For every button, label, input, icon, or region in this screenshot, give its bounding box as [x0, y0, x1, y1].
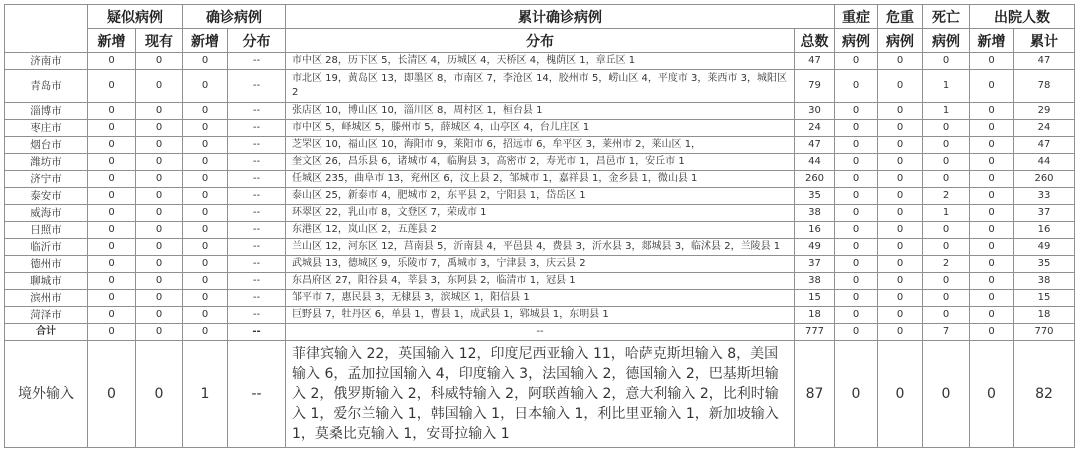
- suspected-current-cell: 0: [136, 53, 183, 70]
- city-cell: 德州市: [5, 256, 88, 273]
- discharged-new-cell: 0: [970, 103, 1014, 120]
- cumulative-total-cell: 79: [795, 70, 835, 103]
- cumulative-total-cell: 35: [795, 188, 835, 205]
- critical-cell: 0: [878, 205, 923, 222]
- cumulative-total-cell: 49: [795, 239, 835, 256]
- total-cumulative-total-cell: 777: [795, 324, 835, 341]
- confirmed-new-cell: 0: [183, 188, 228, 205]
- import-suspected-current-cell: 0: [136, 341, 183, 448]
- severe-cell: 0: [835, 222, 878, 239]
- cumulative-distribution-cell: 兰山区 12，河东区 12，莒南县 5，沂南县 4，平邑县 4，费县 3，沂水县 3，郯城县 3，临沭县 2，兰陵县 1: [286, 239, 795, 256]
- confirmed-new-cell: 0: [183, 239, 228, 256]
- death-cell: 0: [923, 53, 970, 70]
- city-cell: 济南市: [5, 53, 88, 70]
- city-cell: 菏泽市: [5, 307, 88, 324]
- cumulative-distribution-cell: 市中区 28，历下区 5，长清区 4，历城区 4，天桥区 4，槐荫区 1，章丘区 1: [286, 53, 795, 70]
- death-cell: 1: [923, 70, 970, 103]
- suspected-new-cell: 0: [88, 239, 136, 256]
- confirmed-distribution-cell: --: [228, 120, 286, 137]
- total-confirmed-new-cell: 0: [183, 324, 228, 341]
- header-cumulative: 累计确诊病例: [286, 5, 835, 29]
- suspected-new-cell: 0: [88, 154, 136, 171]
- table-row: [5, 120, 1075, 137]
- severe-cell: 0: [835, 205, 878, 222]
- cumulative-total-cell: 47: [795, 137, 835, 154]
- discharged-total-cell: 38: [1014, 273, 1075, 290]
- total-confirmed-distribution-cell: --: [228, 324, 286, 341]
- critical-cell: 0: [878, 239, 923, 256]
- import-death-cell: 0: [923, 341, 970, 448]
- death-cell: 0: [923, 290, 970, 307]
- severe-cell: 0: [835, 103, 878, 120]
- total-death-cell: 7: [923, 324, 970, 341]
- cumulative-distribution-cell: 东昌府区 27，阳谷县 4，莘县 3，东阿县 2，临清市 1，冠县 1: [286, 273, 795, 290]
- suspected-current-cell: 0: [136, 120, 183, 137]
- discharged-new-cell: 0: [970, 290, 1014, 307]
- import-cumulative-distribution-cell: 菲律宾输入 22，英国输入 12，印度尼西亚输入 11，哈萨克斯坦输入 8，美国输入 6，孟加拉国输入 4，印度输入 3，法国输入 2，德国输入 2，巴基斯坦输入 2，俄罗斯输入 2，科威特输入 2，阿联酋输入 2，意大利输入 2，比利时输入 1，爱尔兰输入 1，韩国输入 1，日本输入 1，利比里亚输入 1，新加坡输入 1，莫桑比克输入 1，安哥拉输入 1: [286, 341, 795, 448]
- confirmed-distribution-cell: --: [228, 137, 286, 154]
- city-cell: 烟台市: [5, 137, 88, 154]
- header-row-1: [5, 5, 1075, 29]
- severe-cell: 0: [835, 239, 878, 256]
- header-suspected: 疑似病例: [88, 5, 183, 29]
- header-severe-cases: 病例: [835, 29, 878, 53]
- severe-cell: 0: [835, 256, 878, 273]
- cumulative-total-cell: 38: [795, 205, 835, 222]
- import-severe-cell: 0: [835, 341, 878, 448]
- confirmed-new-cell: 0: [183, 154, 228, 171]
- confirmed-new-cell: 0: [183, 171, 228, 188]
- cumulative-distribution-cell: 环翠区 22，乳山市 8，文登区 7，荣成市 1: [286, 205, 795, 222]
- suspected-new-cell: 0: [88, 171, 136, 188]
- discharged-new-cell: 0: [970, 70, 1014, 103]
- confirmed-distribution-cell: --: [228, 154, 286, 171]
- header-confirmed-distribution: 分布: [228, 29, 286, 53]
- death-cell: 0: [923, 222, 970, 239]
- table-row: [5, 70, 1075, 103]
- death-cell: 0: [923, 120, 970, 137]
- confirmed-distribution-cell: --: [228, 307, 286, 324]
- table-row: [5, 256, 1075, 273]
- suspected-current-cell: 0: [136, 137, 183, 154]
- cumulative-distribution-cell: 市中区 5，峄城区 5，滕州市 5，薛城区 4，山亭区 4，台儿庄区 1: [286, 120, 795, 137]
- cumulative-distribution-cell: 邹平市 7，惠民县 3，无棣县 3，滨城区 1，阳信县 1: [286, 290, 795, 307]
- header-cumulative-total: 总数: [795, 29, 835, 53]
- confirmed-distribution-cell: --: [228, 290, 286, 307]
- suspected-current-cell: 0: [136, 239, 183, 256]
- critical-cell: 0: [878, 307, 923, 324]
- death-cell: 0: [923, 154, 970, 171]
- confirmed-new-cell: 0: [183, 120, 228, 137]
- cumulative-distribution-cell: 泰山区 25，新泰市 4，肥城市 2，东平县 2，宁阳县 1，岱岳区 1: [286, 188, 795, 205]
- severe-cell: 0: [835, 137, 878, 154]
- discharged-new-cell: 0: [970, 239, 1014, 256]
- death-cell: 0: [923, 307, 970, 324]
- suspected-current-cell: 0: [136, 188, 183, 205]
- total-cumulative-distribution-cell: --: [286, 324, 795, 341]
- discharged-total-cell: 16: [1014, 222, 1075, 239]
- critical-cell: 0: [878, 154, 923, 171]
- header-suspected-current: 现有: [136, 29, 183, 53]
- severe-cell: 0: [835, 273, 878, 290]
- cumulative-total-cell: 15: [795, 290, 835, 307]
- suspected-current-cell: 0: [136, 307, 183, 324]
- cumulative-distribution-cell: 市北区 19，黄岛区 13，即墨区 8，市南区 7，李沧区 14，胶州市 5，崂山区 4，平度市 3，莱西市 3，城阳区 2: [286, 70, 795, 103]
- header-cumulative-distribution: 分布: [286, 29, 795, 53]
- critical-cell: 0: [878, 103, 923, 120]
- table-row: [5, 239, 1075, 256]
- suspected-current-cell: 0: [136, 273, 183, 290]
- import-discharged-new-cell: 0: [970, 341, 1014, 448]
- total-severe-cell: 0: [835, 324, 878, 341]
- header-discharged-new: 新增: [970, 29, 1014, 53]
- suspected-current-cell: 0: [136, 290, 183, 307]
- confirmed-distribution-cell: --: [228, 222, 286, 239]
- discharged-new-cell: 0: [970, 53, 1014, 70]
- discharged-total-cell: 47: [1014, 53, 1075, 70]
- severe-cell: 0: [835, 120, 878, 137]
- table-row: [5, 307, 1075, 324]
- severe-cell: 0: [835, 70, 878, 103]
- confirmed-new-cell: 0: [183, 137, 228, 154]
- import-suspected-new-cell: 0: [88, 341, 136, 448]
- critical-cell: 0: [878, 273, 923, 290]
- city-cell: 聊城市: [5, 273, 88, 290]
- confirmed-new-cell: 0: [183, 70, 228, 103]
- discharged-total-cell: 49: [1014, 239, 1075, 256]
- cumulative-total-cell: 47: [795, 53, 835, 70]
- cumulative-total-cell: 30: [795, 103, 835, 120]
- city-cell: 潍坊市: [5, 154, 88, 171]
- header-discharged-cumulative: 累计: [1014, 29, 1075, 53]
- severe-cell: 0: [835, 53, 878, 70]
- discharged-total-cell: 37: [1014, 205, 1075, 222]
- city-cell: 青岛市: [5, 70, 88, 103]
- cumulative-total-cell: 38: [795, 273, 835, 290]
- cumulative-distribution-cell: 张店区 10，博山区 10，淄川区 8，周村区 1，桓台县 1: [286, 103, 795, 120]
- city-cell: 济宁市: [5, 171, 88, 188]
- discharged-total-cell: 29: [1014, 103, 1075, 120]
- import-confirmed-distribution-cell: --: [228, 341, 286, 448]
- discharged-total-cell: 35: [1014, 256, 1075, 273]
- death-cell: 1: [923, 205, 970, 222]
- discharged-new-cell: 0: [970, 171, 1014, 188]
- header-confirmed-new: 新增: [183, 29, 228, 53]
- confirmed-new-cell: 0: [183, 256, 228, 273]
- suspected-new-cell: 0: [88, 256, 136, 273]
- cumulative-total-cell: 260: [795, 171, 835, 188]
- import-row: [5, 341, 1075, 448]
- city-cell: 泰安市: [5, 188, 88, 205]
- suspected-new-cell: 0: [88, 205, 136, 222]
- suspected-new-cell: 0: [88, 290, 136, 307]
- table-row: [5, 188, 1075, 205]
- confirmed-distribution-cell: --: [228, 205, 286, 222]
- city-cell: 枣庄市: [5, 120, 88, 137]
- suspected-new-cell: 0: [88, 222, 136, 239]
- import-discharged-total-cell: 82: [1014, 341, 1075, 448]
- header-death-cases: 病例: [923, 29, 970, 53]
- severe-cell: 0: [835, 154, 878, 171]
- discharged-total-cell: 44: [1014, 154, 1075, 171]
- city-cell: 威海市: [5, 205, 88, 222]
- cumulative-distribution-cell: 武城县 13，德城区 9，乐陵市 7，禹城市 3，宁津县 3，庆云县 2: [286, 256, 795, 273]
- cumulative-total-cell: 16: [795, 222, 835, 239]
- cumulative-total-cell: 37: [795, 256, 835, 273]
- import-critical-cell: 0: [878, 341, 923, 448]
- suspected-current-cell: 0: [136, 256, 183, 273]
- discharged-new-cell: 0: [970, 307, 1014, 324]
- critical-cell: 0: [878, 222, 923, 239]
- suspected-current-cell: 0: [136, 222, 183, 239]
- discharged-total-cell: 33: [1014, 188, 1075, 205]
- death-cell: 0: [923, 137, 970, 154]
- header-confirmed: 确诊病例: [183, 5, 286, 29]
- cumulative-distribution-cell: 芝罘区 10，福山区 10，海阳市 9，莱阳市 6，招远市 6，牟平区 3，莱州市 2，莱山区 1，: [286, 137, 795, 154]
- table-row: [5, 290, 1075, 307]
- cumulative-distribution-cell: 任城区 235，曲阜市 13，兖州区 6，汶上县 2，邹城市 1，嘉祥县 1，金乡县 1，微山县 1: [286, 171, 795, 188]
- covid-case-table: [4, 4, 1075, 448]
- confirmed-new-cell: 0: [183, 290, 228, 307]
- severe-cell: 0: [835, 171, 878, 188]
- header-discharged: 出院人数: [970, 5, 1075, 29]
- death-cell: 2: [923, 188, 970, 205]
- total-discharged-total-cell: 770: [1014, 324, 1075, 341]
- death-cell: 0: [923, 273, 970, 290]
- import-cumulative-total-cell: 87: [795, 341, 835, 448]
- table-row: [5, 273, 1075, 290]
- severe-cell: 0: [835, 188, 878, 205]
- table-row: [5, 171, 1075, 188]
- header-row-2: [5, 29, 1075, 53]
- critical-cell: 0: [878, 120, 923, 137]
- discharged-new-cell: 0: [970, 273, 1014, 290]
- confirmed-distribution-cell: --: [228, 53, 286, 70]
- city-cell: 淄博市: [5, 103, 88, 120]
- discharged-new-cell: 0: [970, 154, 1014, 171]
- critical-cell: 0: [878, 188, 923, 205]
- confirmed-distribution-cell: --: [228, 103, 286, 120]
- import-confirmed-new-cell: 1: [183, 341, 228, 448]
- corner-cell: [5, 5, 88, 53]
- confirmed-distribution-cell: --: [228, 188, 286, 205]
- confirmed-distribution-cell: --: [228, 239, 286, 256]
- header-death: 死亡: [923, 5, 970, 29]
- cumulative-total-cell: 18: [795, 307, 835, 324]
- suspected-new-cell: 0: [88, 188, 136, 205]
- critical-cell: 0: [878, 256, 923, 273]
- confirmed-new-cell: 0: [183, 222, 228, 239]
- confirmed-new-cell: 0: [183, 103, 228, 120]
- total-suspected-current-cell: 0: [136, 324, 183, 341]
- header-critical-cases: 病例: [878, 29, 923, 53]
- discharged-new-cell: 0: [970, 222, 1014, 239]
- city-cell: 日照市: [5, 222, 88, 239]
- critical-cell: 0: [878, 53, 923, 70]
- confirmed-distribution-cell: --: [228, 256, 286, 273]
- critical-cell: 0: [878, 70, 923, 103]
- critical-cell: 0: [878, 171, 923, 188]
- discharged-new-cell: 0: [970, 188, 1014, 205]
- confirmed-new-cell: 0: [183, 53, 228, 70]
- confirmed-new-cell: 0: [183, 273, 228, 290]
- death-cell: 2: [923, 256, 970, 273]
- suspected-new-cell: 0: [88, 120, 136, 137]
- suspected-new-cell: 0: [88, 273, 136, 290]
- discharged-new-cell: 0: [970, 120, 1014, 137]
- table-row: [5, 103, 1075, 120]
- suspected-current-cell: 0: [136, 171, 183, 188]
- total-critical-cell: 0: [878, 324, 923, 341]
- severe-cell: 0: [835, 290, 878, 307]
- suspected-current-cell: 0: [136, 205, 183, 222]
- discharged-total-cell: 78: [1014, 70, 1075, 103]
- suspected-new-cell: 0: [88, 307, 136, 324]
- cumulative-distribution-cell: 东港区 12，岚山区 2，五莲县 2: [286, 222, 795, 239]
- discharged-total-cell: 24: [1014, 120, 1075, 137]
- total-suspected-new-cell: 0: [88, 324, 136, 341]
- confirmed-new-cell: 0: [183, 307, 228, 324]
- discharged-total-cell: 260: [1014, 171, 1075, 188]
- header-severe: 重症: [835, 5, 878, 29]
- confirmed-new-cell: 0: [183, 205, 228, 222]
- suspected-current-cell: 0: [136, 70, 183, 103]
- header-suspected-new: 新增: [88, 29, 136, 53]
- table-row: [5, 137, 1075, 154]
- city-cell: 滨州市: [5, 290, 88, 307]
- critical-cell: 0: [878, 290, 923, 307]
- severe-cell: 0: [835, 307, 878, 324]
- discharged-new-cell: 0: [970, 205, 1014, 222]
- death-cell: 0: [923, 171, 970, 188]
- cumulative-distribution-cell: 巨野县 7，牡丹区 6，单县 1，曹县 1，成武县 1，郓城县 1，东明县 1: [286, 307, 795, 324]
- discharged-total-cell: 47: [1014, 137, 1075, 154]
- discharged-new-cell: 0: [970, 256, 1014, 273]
- suspected-current-cell: 0: [136, 103, 183, 120]
- discharged-total-cell: 15: [1014, 290, 1075, 307]
- confirmed-distribution-cell: --: [228, 171, 286, 188]
- header-critical: 危重: [878, 5, 923, 29]
- total-discharged-new-cell: 0: [970, 324, 1014, 341]
- confirmed-distribution-cell: --: [228, 70, 286, 103]
- cumulative-distribution-cell: 奎文区 26，昌乐县 6，诸城市 4，临朐县 3，高密市 2，寿光市 1，昌邑市 1，安丘市 1: [286, 154, 795, 171]
- discharged-new-cell: 0: [970, 137, 1014, 154]
- suspected-new-cell: 0: [88, 53, 136, 70]
- total-row: [5, 324, 1075, 341]
- table-row: [5, 154, 1075, 171]
- suspected-current-cell: 0: [136, 154, 183, 171]
- total-label-cell: 合计: [5, 324, 88, 341]
- import-label-cell: 境外输入: [5, 341, 88, 448]
- cumulative-total-cell: 44: [795, 154, 835, 171]
- cumulative-total-cell: 24: [795, 120, 835, 137]
- table-row: [5, 205, 1075, 222]
- confirmed-distribution-cell: --: [228, 273, 286, 290]
- table-row: [5, 222, 1075, 239]
- suspected-new-cell: 0: [88, 103, 136, 120]
- suspected-new-cell: 0: [88, 70, 136, 103]
- death-cell: 0: [923, 239, 970, 256]
- table-row: [5, 53, 1075, 70]
- discharged-total-cell: 18: [1014, 307, 1075, 324]
- city-cell: 临沂市: [5, 239, 88, 256]
- suspected-new-cell: 0: [88, 137, 136, 154]
- critical-cell: 0: [878, 137, 923, 154]
- death-cell: 1: [923, 103, 970, 120]
